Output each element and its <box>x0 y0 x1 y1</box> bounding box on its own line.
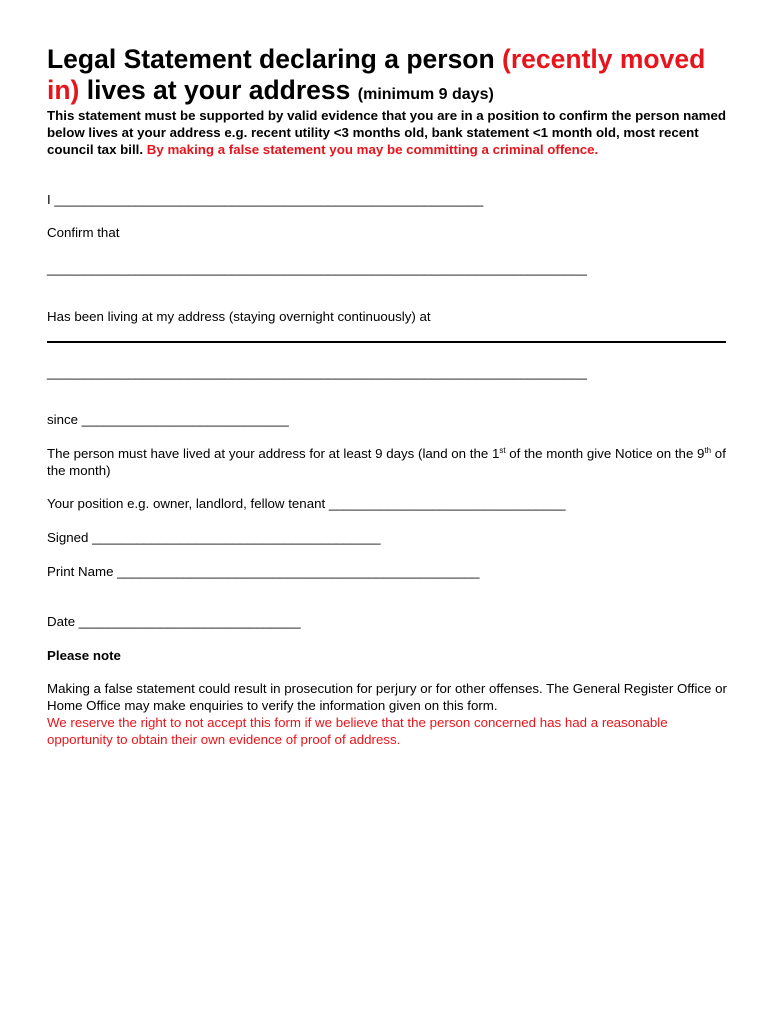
confirm-name-field[interactable]: _________________________________________________________________________ <box>47 261 587 276</box>
print-name-field[interactable]: Print Name _________________________________________________ <box>47 564 480 579</box>
intro-paragraph <box>47 107 737 158</box>
lived-text-b: of the month give Notice on the 9 <box>505 446 705 461</box>
note-paragraph <box>47 680 737 748</box>
divider-rule <box>47 341 726 343</box>
title-highlight: (recently moved in) <box>47 44 706 105</box>
intro-warning: By making a false statement you may be committing a criminal offence. <box>146 142 599 157</box>
address-field[interactable]: _________________________________________________________________________ <box>47 365 587 380</box>
confirm-label: Confirm that <box>47 225 120 240</box>
lived-requirement <box>47 445 737 479</box>
note-heading: Please note <box>47 648 121 663</box>
title-text: Legal Statement declaring a person <box>47 44 503 74</box>
since-field[interactable]: since ____________________________ <box>47 412 289 427</box>
signed-field[interactable]: Signed _______________________________________ <box>47 530 381 545</box>
title-text-end: lives at your address <box>79 75 358 105</box>
note-text: Making a false statement could result in prosecution for perjury or for other offenses. The General Register Office or Home Office may make enquiries to verify the information given on this form. <box>47 681 727 713</box>
living-label: Has been living at my address (staying overnight continuously) at <box>47 309 431 324</box>
page-title <box>47 44 737 110</box>
lived-sup-th: th <box>704 446 712 455</box>
position-field[interactable]: Your position e.g. owner, landlord, fellow tenant ________________________________ <box>47 496 566 511</box>
note-warning: We reserve the right to not accept this form if we believe that the person concerned has had a reasonable opportunity to obtain their own evidence of proof of address. <box>47 715 668 747</box>
i-name-field[interactable]: I __________________________________________________________ <box>47 192 484 207</box>
lived-text-c: of the month) <box>47 446 726 478</box>
lived-text-a: The person must have lived at your address for at least 9 days (land on the 1 <box>47 446 500 461</box>
date-field[interactable]: Date ______________________________ <box>47 614 301 629</box>
title-minimum-days: (minimum 9 days) <box>357 86 494 103</box>
intro-text: This statement must be supported by valid evidence that you are in a position to confirm the person named below lives at your address e.g. recent utility <3 months old, bank statement <1 month old, most recent council tax bill. <box>47 108 726 157</box>
lived-sup-st: st <box>499 446 506 455</box>
